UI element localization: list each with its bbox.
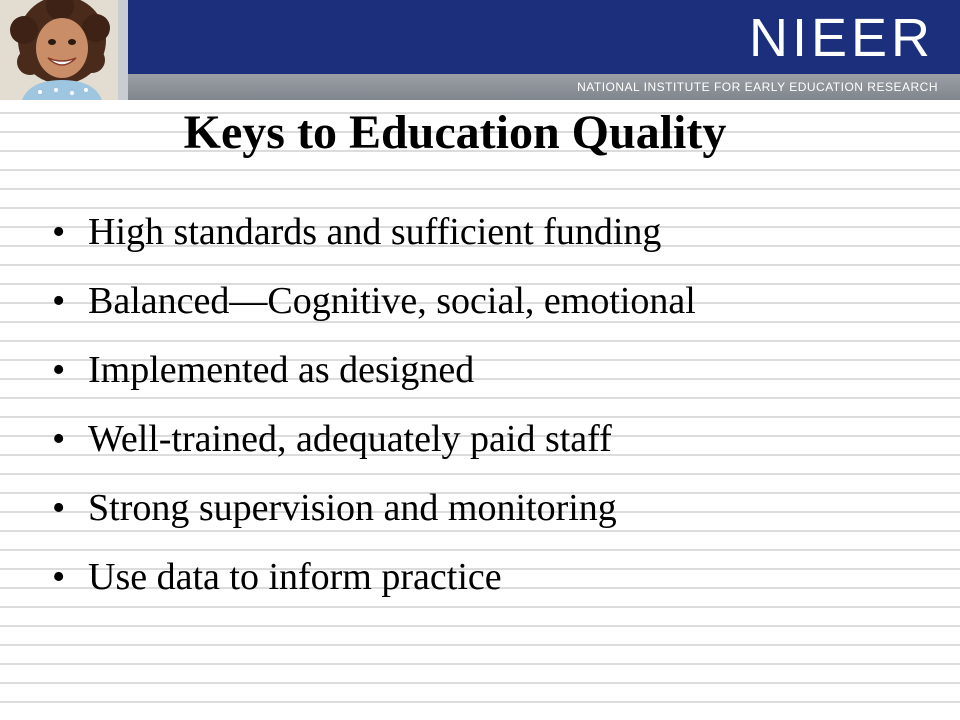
slide-title: Keys to Education Quality: [183, 106, 727, 159]
bullet-text: Strong supervision and monitoring: [88, 487, 617, 529]
bullet-item: [52, 348, 696, 417]
child-photo: [0, 0, 118, 100]
bullet-dot: •: [52, 349, 66, 391]
bullet-item: [52, 210, 696, 279]
bullet-text: Well-trained, adequately paid staff: [88, 418, 612, 460]
bullet-item: [52, 279, 696, 348]
child-photo-icon: [0, 0, 118, 100]
bullet-text: Balanced—Cognitive, social, emotional: [88, 280, 696, 322]
bullet-dot: •: [52, 211, 66, 253]
bullet-text: Use data to inform practice: [88, 556, 502, 598]
bullet-dot: •: [52, 556, 66, 598]
bullet-dot: •: [52, 487, 66, 529]
bullet-item: [52, 555, 696, 624]
bullet-dot: •: [52, 418, 66, 460]
bullet-text: High standards and sufficient funding: [88, 211, 662, 253]
bullet-list: [52, 210, 696, 624]
nieer-logo: NIEER: [748, 8, 934, 68]
bullet-dot: •: [52, 280, 66, 322]
header-accent: [118, 0, 128, 100]
logo-tagline: NATIONAL INSTITUTE FOR EARLY EDUCATION RESEARCH: [577, 80, 938, 94]
bullet-item: [52, 486, 696, 555]
bullet-item: [52, 417, 696, 486]
bullet-text: Implemented as designed: [88, 349, 475, 391]
